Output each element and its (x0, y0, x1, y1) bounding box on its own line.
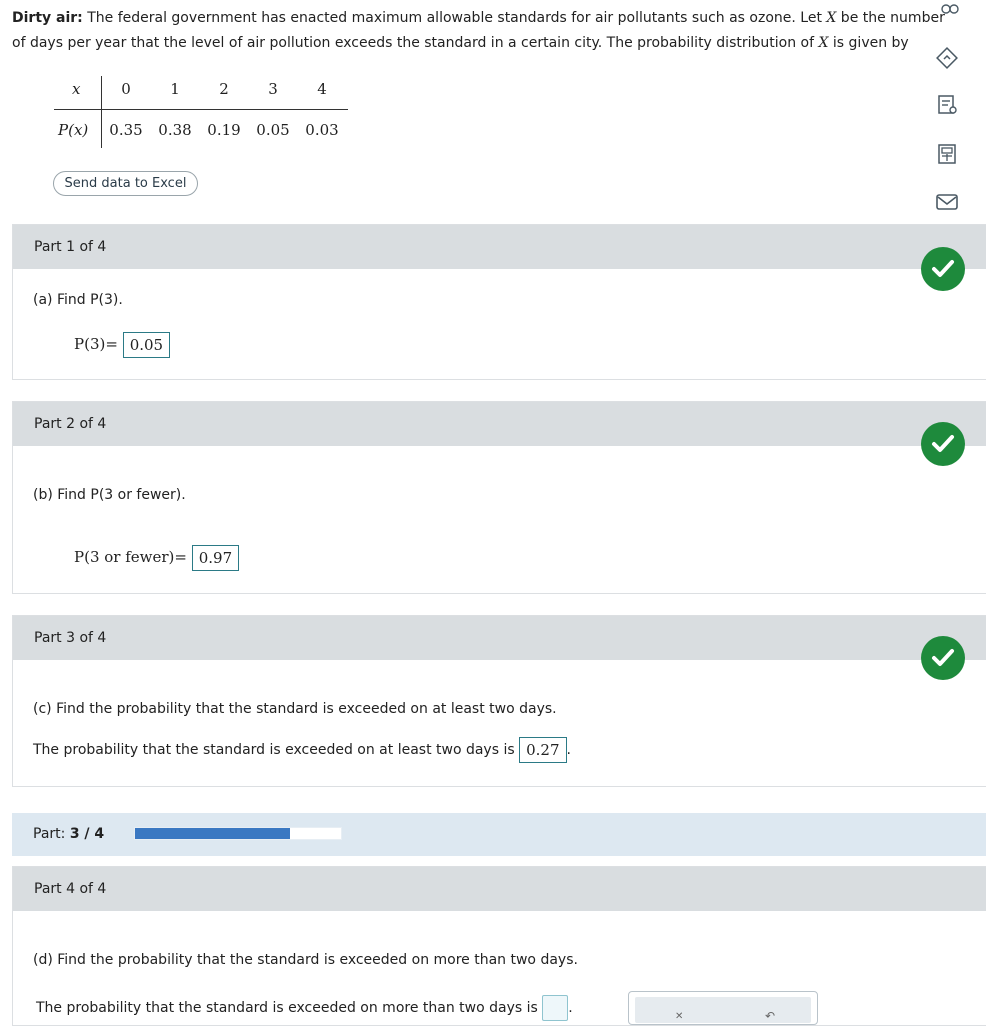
answer-field[interactable]: 0.05 (123, 332, 170, 358)
part-header: Part 2 of 4 (13, 402, 986, 446)
progress-bar (134, 827, 342, 840)
check-icon (921, 422, 965, 466)
answer-suffix: . (568, 1000, 573, 1016)
x-value: 0 (121, 80, 131, 98)
p-value: 0.03 (305, 121, 339, 139)
x-value: 4 (317, 80, 327, 98)
answer-row (74, 545, 239, 571)
answer-label: The probability that the standard is exceeded on more than two days is (36, 1000, 538, 1016)
compass-icon[interactable] (933, 44, 961, 72)
distribution-table (54, 76, 348, 148)
problem-lead: Dirty air: (12, 10, 83, 26)
p-value: 0.05 (256, 121, 290, 139)
progress-fill (135, 828, 290, 839)
problem-text-2: be the number of days per year that the level of air pollution exceeds the standard in a certain city. The probability distribution of (12, 10, 945, 51)
mail-icon[interactable] (933, 188, 961, 216)
answer-row (36, 995, 573, 1021)
calculator-icon[interactable] (933, 140, 961, 168)
send-to-excel-button[interactable]: Send data to Excel (53, 171, 198, 196)
p-value: 0.19 (207, 121, 241, 139)
table-divider (54, 109, 348, 110)
x-label: x (72, 80, 81, 98)
progress-label (33, 826, 104, 842)
clear-icon[interactable]: ✕ (675, 1011, 684, 1022)
part-header: Part 1 of 4 (13, 225, 986, 269)
toolbar-buttons (635, 997, 811, 1023)
question-text: (d) Find the probability that the standard is exceeded on more than two days. (33, 952, 578, 968)
question-text: (b) Find P(3 or fewer). (33, 487, 186, 503)
part-question (33, 292, 123, 308)
progress-label-text: Part: (33, 826, 66, 842)
p-value: 0.35 (109, 121, 143, 139)
question-text: (a) Find P(3). (33, 292, 123, 308)
answer-label: P(3 or fewer)= (74, 548, 187, 566)
answer-label: P(3)= (74, 335, 118, 353)
part-header: Part 3 of 4 (13, 616, 986, 660)
answer-suffix: . (566, 742, 571, 758)
x-value: 3 (268, 80, 278, 98)
problem-text-3: is given by (828, 35, 909, 51)
reader-icon[interactable] (933, 91, 961, 119)
answer-label: The probability that the standard is exceeded on at least two days is (33, 742, 515, 758)
answer-input[interactable] (542, 995, 568, 1021)
part-question (33, 487, 186, 503)
problem-text-1: The federal government has enacted maximum allowable standards for air pollutants such as ozone. Let (82, 10, 827, 26)
part-question (33, 952, 578, 968)
progress-value: 3 / 4 (69, 826, 105, 842)
variable-x: X (818, 35, 829, 51)
x-value: 2 (219, 80, 229, 98)
question-text: (c) Find the probability that the standard is exceeded on at least two days. (33, 701, 557, 717)
answer-field[interactable]: 0.27 (519, 737, 566, 763)
problem-statement (12, 6, 962, 56)
p-value: 0.38 (158, 121, 192, 139)
undo-icon[interactable]: ↶ (765, 1009, 776, 1023)
check-icon (921, 636, 965, 680)
people-icon[interactable] (940, 2, 960, 20)
answer-row (74, 332, 170, 358)
part-question (33, 701, 557, 717)
variable-x: X (826, 10, 837, 26)
answer-field[interactable]: 0.97 (192, 545, 239, 571)
check-icon (921, 247, 965, 291)
p-label: P(x) (58, 121, 89, 139)
answer-row (33, 737, 571, 763)
x-value: 1 (170, 80, 180, 98)
part-header: Part 4 of 4 (13, 867, 986, 911)
